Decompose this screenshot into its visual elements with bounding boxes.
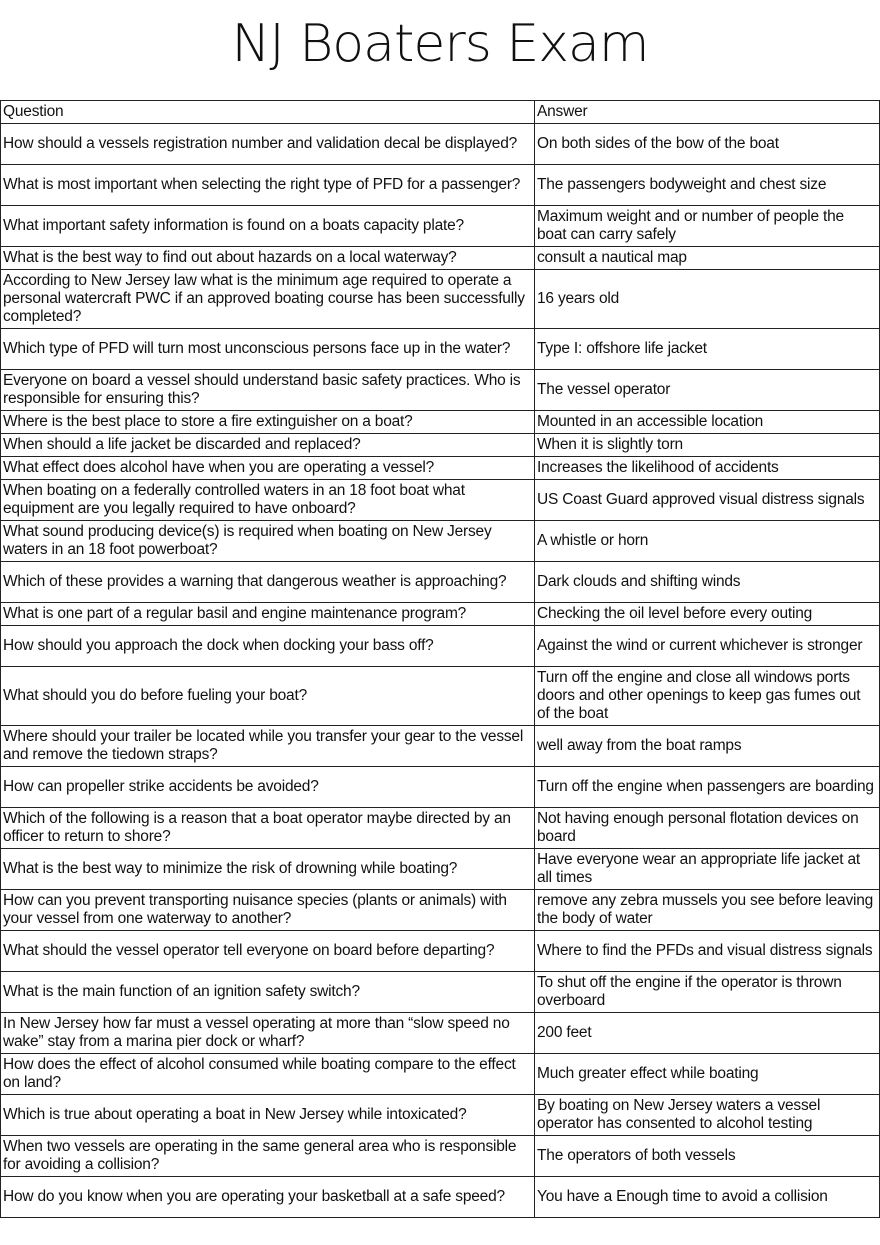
table-row: [1, 1136, 880, 1177]
answer-cell: Turn off the engine and close all windows ports doors and other openings to keep gas fumes out of the boat: [535, 667, 880, 726]
answer-cell: remove any zebra mussels you see before leaving the body of water: [535, 890, 880, 931]
answer-cell: When it is slightly torn: [535, 434, 880, 457]
question-cell: In New Jersey how far must a vessel operating at more than “slow speed no wake” stay from a marina pier dock or wharf?: [1, 1013, 535, 1054]
answer-cell: Turn off the engine when passengers are boarding: [535, 767, 880, 808]
header-question: Question: [1, 101, 535, 124]
table-row: [1, 603, 880, 626]
question-cell: Where should your trailer be located while you transfer your gear to the vessel and remove the tiedown straps?: [1, 726, 535, 767]
question-cell: When two vessels are operating in the same general area who is responsible for avoiding a collision?: [1, 1136, 535, 1177]
answer-cell: A whistle or horn: [535, 521, 880, 562]
question-cell: What should the vessel operator tell everyone on board before departing?: [1, 931, 535, 972]
answer-cell: The operators of both vessels: [535, 1136, 880, 1177]
question-cell: What should you do before fueling your boat?: [1, 667, 535, 726]
question-cell: Where is the best place to store a fire extinguisher on a boat?: [1, 411, 535, 434]
answer-cell: Type I: offshore life jacket: [535, 329, 880, 370]
table-row: [1, 1013, 880, 1054]
answer-cell: 200 feet: [535, 1013, 880, 1054]
answer-cell: The passengers bodyweight and chest size: [535, 165, 880, 206]
answer-cell: Maximum weight and or number of people the boat can carry safely: [535, 206, 880, 247]
question-cell: What effect does alcohol have when you are operating a vessel?: [1, 457, 535, 480]
table-row: [1, 165, 880, 206]
table-row: [1, 931, 880, 972]
question-cell: How does the effect of alcohol consumed while boating compare to the effect on land?: [1, 1054, 535, 1095]
answer-cell: consult a nautical map: [535, 247, 880, 270]
question-cell: When should a life jacket be discarded and replaced?: [1, 434, 535, 457]
answer-cell: Have everyone wear an appropriate life jacket at all times: [535, 849, 880, 890]
page-title: NJ Boaters Exam: [231, 14, 649, 74]
table-row: [1, 411, 880, 434]
table-row: [1, 457, 880, 480]
answer-cell: Checking the oil level before every outing: [535, 603, 880, 626]
answer-cell: On both sides of the bow of the boat: [535, 124, 880, 165]
table-row: [1, 247, 880, 270]
question-cell: How can you prevent transporting nuisance species (plants or animals) with your vessel from one waterway to another?: [1, 890, 535, 931]
answer-cell: Increases the likelihood of accidents: [535, 457, 880, 480]
qa-table: [0, 100, 880, 1218]
table-row: [1, 849, 880, 890]
table-row: [1, 626, 880, 667]
question-cell: Which of the following is a reason that a boat operator maybe directed by an officer to return to shore?: [1, 808, 535, 849]
table-row: [1, 726, 880, 767]
answer-cell: Against the wind or current whichever is stronger: [535, 626, 880, 667]
table-row: [1, 667, 880, 726]
table-row: [1, 1177, 880, 1218]
answer-cell: To shut off the engine if the operator is thrown overboard: [535, 972, 880, 1013]
answer-cell: By boating on New Jersey waters a vessel operator has consented to alcohol testing: [535, 1095, 880, 1136]
answer-cell: Much greater effect while boating: [535, 1054, 880, 1095]
question-cell: What important safety information is found on a boats capacity plate?: [1, 206, 535, 247]
table-row: [1, 329, 880, 370]
question-cell: When boating on a federally controlled waters in an 18 foot boat what equipment are you legally required to have onboard?: [1, 480, 535, 521]
question-cell: What is one part of a regular basil and engine maintenance program?: [1, 603, 535, 626]
header-answer: Answer: [535, 101, 880, 124]
answer-cell: You have a Enough time to avoid a collision: [535, 1177, 880, 1218]
answer-cell: Dark clouds and shifting winds: [535, 562, 880, 603]
table-row: [1, 370, 880, 411]
question-cell: What is most important when selecting the right type of PFD for a passenger?: [1, 165, 535, 206]
answer-cell: The vessel operator: [535, 370, 880, 411]
question-cell: What is the best way to minimize the risk of drowning while boating?: [1, 849, 535, 890]
question-cell: How do you know when you are operating your basketball at a safe speed?: [1, 1177, 535, 1218]
table-row: [1, 206, 880, 247]
question-cell: Everyone on board a vessel should understand basic safety practices. Who is responsible for ensuring this?: [1, 370, 535, 411]
question-cell: How can propeller strike accidents be avoided?: [1, 767, 535, 808]
answer-cell: well away from the boat ramps: [535, 726, 880, 767]
question-cell: What is the main function of an ignition safety switch?: [1, 972, 535, 1013]
table-row: [1, 270, 880, 329]
table-row: [1, 890, 880, 931]
table-row: [1, 562, 880, 603]
answer-cell: US Coast Guard approved visual distress signals: [535, 480, 880, 521]
table-row: [1, 521, 880, 562]
table-row: [1, 1054, 880, 1095]
question-cell: Which is true about operating a boat in New Jersey while intoxicated?: [1, 1095, 535, 1136]
question-cell: How should a vessels registration number and validation decal be displayed?: [1, 124, 535, 165]
question-cell: What sound producing device(s) is required when boating on New Jersey waters in an 18 foot powerboat?: [1, 521, 535, 562]
answer-cell: Not having enough personal flotation devices on board: [535, 808, 880, 849]
table-header-row: [1, 101, 880, 124]
answer-cell: Mounted in an accessible location: [535, 411, 880, 434]
table-row: [1, 1095, 880, 1136]
table-row: [1, 767, 880, 808]
table-row: [1, 434, 880, 457]
answer-cell: 16 years old: [535, 270, 880, 329]
question-cell: Which of these provides a warning that dangerous weather is approaching?: [1, 562, 535, 603]
question-cell: According to New Jersey law what is the minimum age required to operate a personal watercraft PWC if an approved boating course has been successfully completed?: [1, 270, 535, 329]
question-cell: How should you approach the dock when docking your bass off?: [1, 626, 535, 667]
answer-cell: Where to find the PFDs and visual distress signals: [535, 931, 880, 972]
question-cell: Which type of PFD will turn most unconscious persons face up in the water?: [1, 329, 535, 370]
table-row: [1, 480, 880, 521]
question-cell: What is the best way to find out about hazards on a local waterway?: [1, 247, 535, 270]
table-row: [1, 124, 880, 165]
table-row: [1, 808, 880, 849]
table-row: [1, 972, 880, 1013]
